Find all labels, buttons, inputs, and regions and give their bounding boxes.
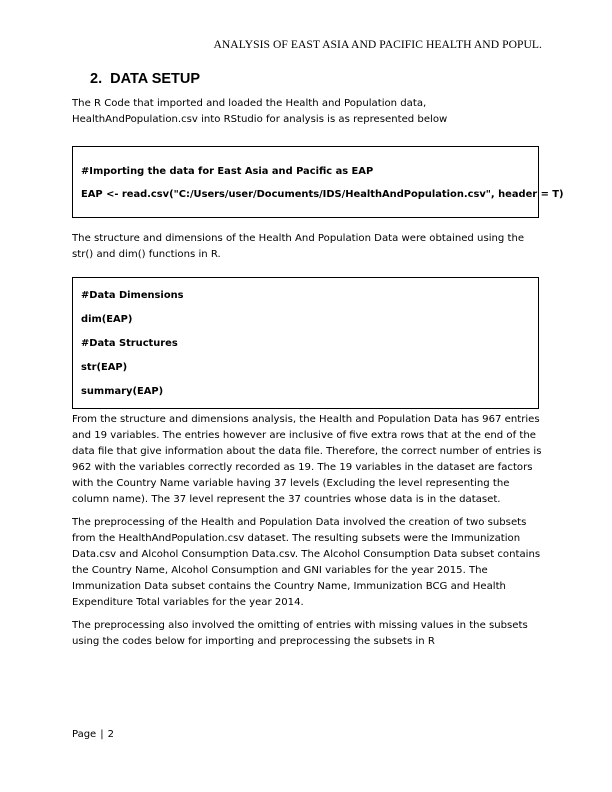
import-code-box — [72, 146, 564, 218]
code-line: EAP <- read.csv("C:/Users/user/Documents/IDS/HealthAndPopulation.csv", header = T) — [81, 189, 564, 200]
code-line: dim(EAP) — [81, 314, 133, 325]
page-footer — [72, 729, 114, 740]
intro-paragraph: The R Code that imported and loaded the Health and Population data, HealthAndPopulation.csv into RStudio for analysis is as represented below — [72, 98, 448, 125]
code-line: #Importing the data for East Asia and Pacific as EAP — [81, 166, 374, 177]
section-heading — [90, 71, 200, 87]
code-line: #Data Dimensions — [81, 290, 184, 301]
section-title: DATA SETUP — [110, 71, 201, 87]
page-separator: | — [100, 729, 104, 740]
structure-intro-paragraph: The structure and dimensions of the Health And Population Data were obtained using the str() and dim() functions in R. — [72, 233, 525, 260]
section-number: 2. — [90, 71, 103, 87]
page-label: Page — [72, 729, 97, 740]
running-header: ANALYSIS OF EAST ASIA AND PACIFIC HEALTH AND POPUL. — [213, 38, 542, 51]
code-line: summary(EAP) — [81, 386, 164, 397]
preprocessing-paragraph: The preprocessing of the Health and Population Data involved the creation of two subsets from the HealthAndPopulation.csv dataset. The resulting subsets were the Immunization Data.csv and Alcohol Consumption Data.csv. The Alcohol Consumption Data subset contains the Country Name, Alcohol Consumption and GNI variables for the year 2015. The Immunization Data subset contains the Country Name, Immunization BCG and Health Expenditure Total variables for the year 2014. — [72, 517, 541, 608]
analysis-paragraph: From the structure and dimensions analysis, the Health and Population Data has 967 entries and 19 variables. The entries however are inclusive of five extra rows that at the end of the data file that give information about the data file. Therefore, the correct number of entries is 962 with the variables correctly recorded as 19. The 19 variables in the dataset are factors with the Country Name variable having 37 levels (Excluding the level representing the column name). The 37 level represent the 37 countries whose data is in the dataset. — [72, 414, 542, 505]
structure-code-box — [72, 277, 539, 409]
code-line: str(EAP) — [81, 362, 128, 373]
page-number: 2 — [107, 729, 114, 740]
code-line: #Data Structures — [81, 338, 178, 349]
omitting-paragraph: The preprocessing also involved the omitting of entries with missing values in the subsets using the codes below for importing and preprocessing the subsets in R — [72, 620, 528, 647]
